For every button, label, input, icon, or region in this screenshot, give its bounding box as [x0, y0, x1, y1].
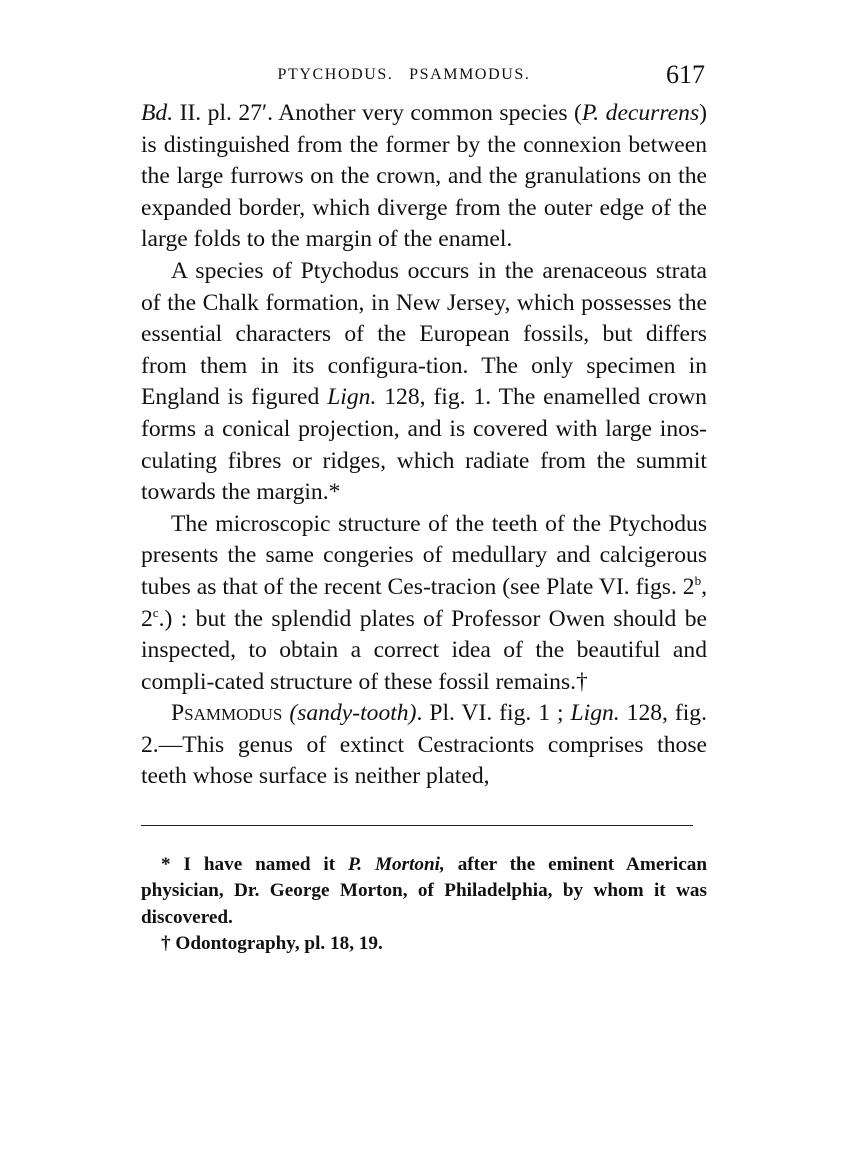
reference-abbrev: Lign.: [327, 384, 377, 411]
footnote-asterisk: [141, 852, 707, 931]
paragraph-text: , 2: [141, 573, 707, 632]
paragraph-text: . Pl. VI. fig. 1 ;: [416, 700, 571, 727]
running-head: [141, 56, 707, 98]
paragraph-text: A species of Ptychodus occurs in the arenaceous strata of the Chalk formation, in New Jersey, which possesses the essential characters of the European fossils, but differs from them in its configura-tion. The only specimen in England is figured: [141, 257, 707, 411]
reference-abbrev: Bd.: [141, 100, 174, 126]
paragraph-text: ) is distinguished from the former by the connexion between the large furrows on the crown, and the granulations on the expanded border, which diverge from the outer edge of the large folds to the margin of the enamel.: [141, 100, 707, 253]
paragraph-psammodus: [141, 698, 707, 793]
paragraph-microscopic-structure: [141, 509, 707, 699]
species-name: P. decurrens: [581, 100, 700, 126]
footnote-text: * I have named it: [161, 854, 349, 876]
genus-name: Psammodus: [171, 700, 283, 727]
superscript: b: [694, 573, 702, 589]
body-text: [141, 98, 707, 793]
superscript: c: [152, 604, 159, 620]
footnote-dagger: † Odontography, pl. 18, 19.: [161, 933, 383, 955]
footnote-rule: [141, 825, 693, 826]
page-number: 617: [666, 60, 705, 89]
footnotes: [141, 852, 707, 958]
paragraph-new-jersey: [141, 256, 707, 509]
running-title: PTYCHODUS. PSAMMODUS.: [277, 66, 531, 83]
paragraph-text: II. pl. 27ʹ. Another very common species (: [173, 100, 582, 126]
paragraph-text: 128, fig. 1. The enamelled crown forms a conical projection, and is covered with large inos-culating fibres or ridges, which radiate from the summit towards the margin.*: [141, 384, 707, 506]
paragraph-text: .) : but the splendid plates of Professor Owen should be inspected, to obtain a correct idea of the beautiful and compli-cated structure of these fossil remains.†: [141, 605, 707, 695]
paragraph-decurrens: [141, 98, 707, 256]
paragraph-text: The microscopic structure of the teeth of the Ptychodus presents the same congeries of medullary and calcigerous tubes as that of the recent Ces-tracion (see Plate VI. figs. 2: [141, 510, 707, 600]
reference-abbrev: Lign.: [570, 700, 620, 727]
genus-gloss: (sandy-tooth): [289, 700, 417, 727]
footnote-text: after the eminent American physician, Dr. George Morton, of Philadelphia, by whom it was discovered.: [141, 854, 708, 928]
paragraph-text: 128, fig. 2.—This genus of extinct Cestracionts comprises those teeth whose surface is neither plated,: [141, 700, 707, 790]
book-page: [141, 56, 707, 958]
species-name: P. Mortoni,: [348, 854, 445, 876]
